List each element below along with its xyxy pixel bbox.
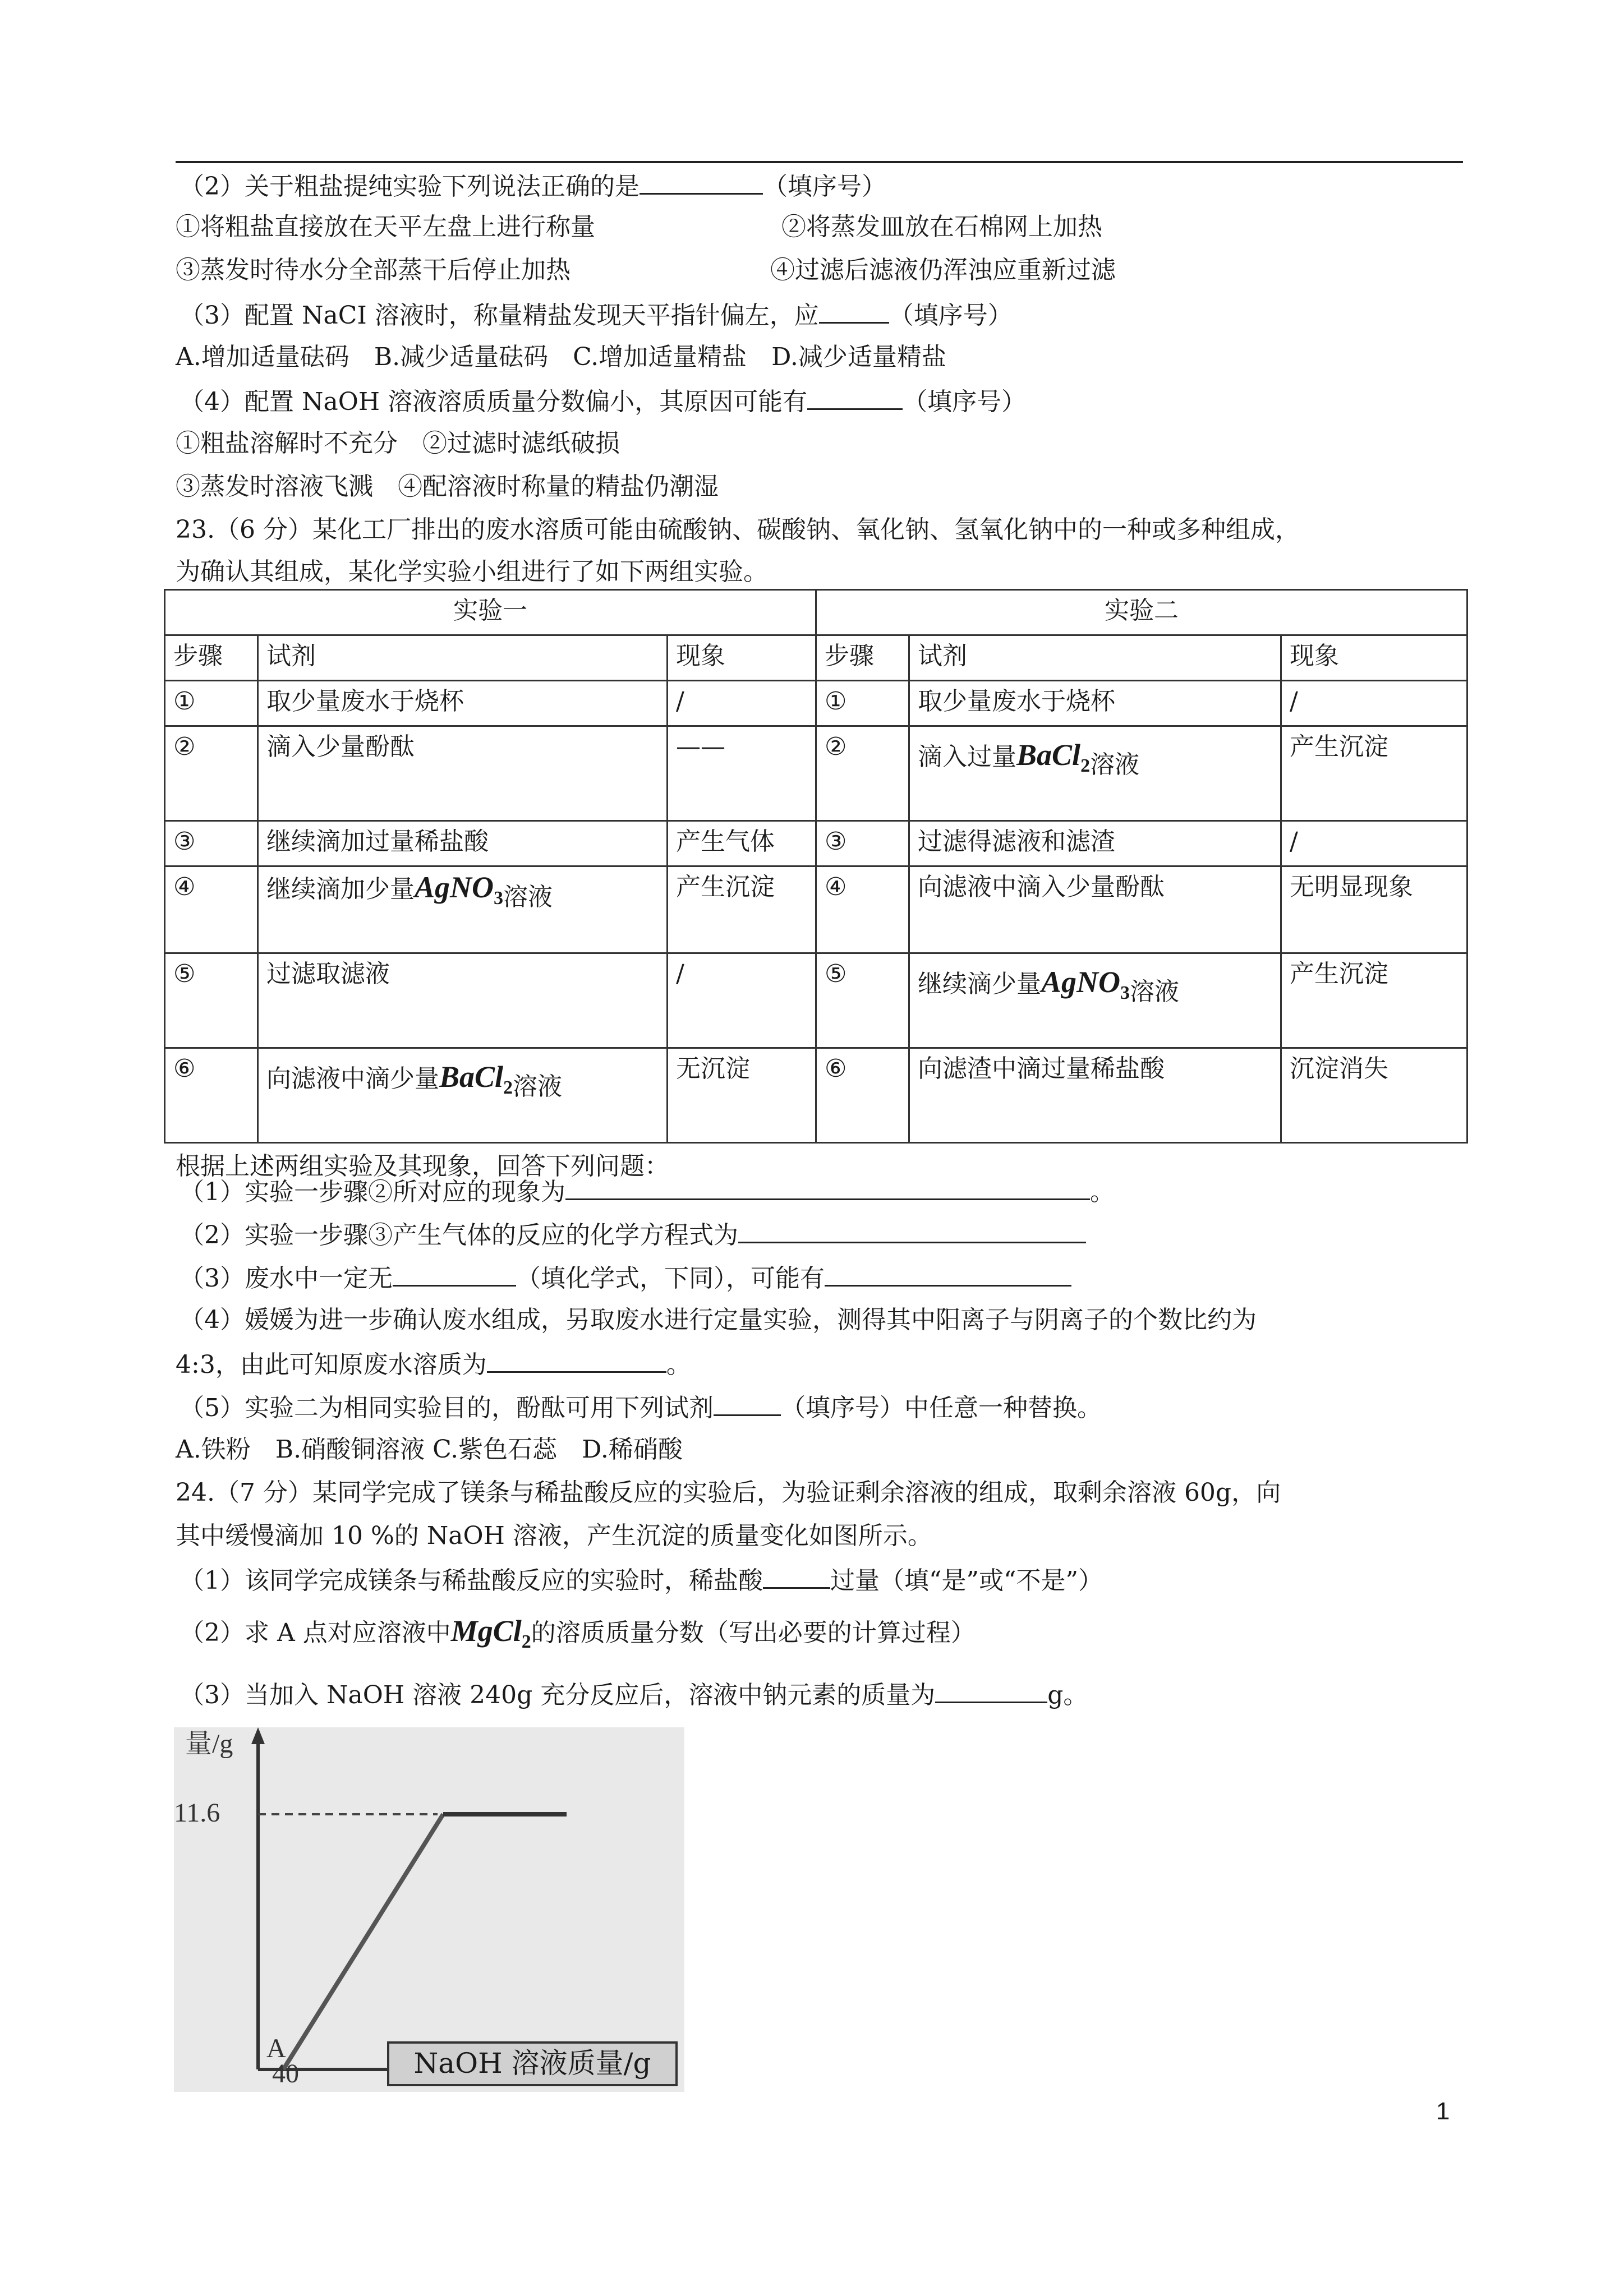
q2-tail: （填序号）: [763, 172, 886, 201]
t3-tail: g。: [1047, 1681, 1088, 1709]
table-row: [165, 635, 1467, 681]
table-cell: 无明显现象: [1281, 866, 1467, 953]
table-cell: ④: [165, 866, 258, 953]
table-cell: ⑤: [165, 953, 258, 1048]
t1-line: [180, 1562, 1103, 1598]
table-cell: 继续滴加过量稀盐酸: [258, 821, 668, 866]
page-number: 1: [1436, 2097, 1450, 2125]
q4-tail: （填序号）: [903, 388, 1027, 416]
exp1-header: 实验一: [165, 590, 816, 635]
s3-text-b: （填化学式，下同），可能有: [516, 1264, 825, 1293]
solution-label: 溶液: [1130, 978, 1180, 1006]
table-row: [165, 866, 1467, 953]
q3-text: （3）配置 NaCI 溶液时，称量精盐发现天平指针偏左，应: [180, 301, 819, 330]
q4-options-a: ①粗盐溶解时不充分 ②过滤时滤纸破损: [176, 429, 620, 458]
s1-text: （1）实验一步骤②所对应的现象为: [180, 1178, 565, 1206]
table-cell: ③: [165, 821, 258, 866]
reagent-text: 继续滴加少量: [266, 875, 415, 903]
x-value-label: 40: [272, 2059, 299, 2088]
s5-line: [180, 1390, 1102, 1425]
table-cell: ④: [816, 866, 909, 953]
col-phenomenon: 现象: [668, 635, 816, 681]
q3-line: [180, 297, 1013, 333]
s3-line: [180, 1260, 1071, 1295]
t3-text: （3）当加入 NaOH 溶液 240g 充分反应后，溶液中钠元素的质量为: [180, 1681, 936, 1709]
s2-answer-blank[interactable]: [738, 1217, 1086, 1243]
precipitate-graph: [174, 1727, 684, 2092]
table-cell: [909, 726, 1281, 821]
t3-line: [180, 1677, 1088, 1712]
agno3-formula: AgNO$_3$: [415, 870, 504, 909]
s5-answer-blank[interactable]: [714, 1390, 781, 1416]
table-cell: 过滤取滤液: [258, 953, 668, 1048]
s3-text-a: （3）废水中一定无: [180, 1264, 393, 1293]
table-cell: 向滤液中滴入少量酚酞: [909, 866, 1281, 953]
table-cell: ⑥: [165, 1048, 258, 1143]
table-cell: /: [668, 953, 816, 1048]
table-cell: 向滤渣中滴过量稀盐酸: [909, 1048, 1281, 1143]
table-cell: 无沉淀: [668, 1048, 816, 1143]
table-cell: ①: [165, 681, 258, 726]
table-row: [165, 953, 1467, 1048]
table-cell: 过滤得滤液和滤渣: [909, 821, 1281, 866]
graph-svg: [174, 1727, 684, 2092]
t2-text-a: （2）求 A 点对应溶液中: [180, 1619, 451, 1647]
t1-answer-blank[interactable]: [763, 1562, 830, 1589]
reagent-text: 向滤液中滴少量: [266, 1064, 439, 1093]
table-cell: 产生沉淀: [1281, 726, 1467, 821]
q2-option-3: ③蒸发时待水分全部蒸干后停止加热: [176, 256, 571, 284]
s3-answer-blank-1[interactable]: [393, 1260, 516, 1287]
q23-text-b: 为确认其组成，某化学实验小组进行了如下两组实验。: [176, 557, 768, 586]
s5-options: A.铁粉 B.硝酸铜溶液 C.紫色石蕊 D.稀硝酸: [176, 1435, 683, 1464]
table-cell: 沉淀消失: [1281, 1048, 1467, 1143]
table-cell: [258, 1048, 668, 1143]
col-step: 步骤: [165, 635, 258, 681]
table-cell: [258, 866, 668, 953]
t2-line: [180, 1614, 976, 1659]
q4-text: （4）配置 NaOH 溶液溶质质量分数偏小，其原因可能有: [180, 388, 808, 416]
s2-text: （2）实验一步骤③产生气体的反应的化学方程式为: [180, 1221, 738, 1250]
s4-text-b: 4:3，由此可知原废水溶质为: [176, 1350, 487, 1379]
solution-label: 溶液: [513, 1072, 563, 1101]
table-cell: /: [668, 681, 816, 726]
table-cell: ②: [165, 726, 258, 821]
col-reagent: 试剂: [909, 635, 1281, 681]
t1-text: （1）该同学完成镁条与稀盐酸反应的实验时，稀盐酸: [180, 1566, 763, 1595]
table-cell: 产生沉淀: [668, 866, 816, 953]
table-row: [165, 1048, 1467, 1143]
bacl2-formula: BaCl$_2$: [1016, 738, 1091, 776]
s1-line: [180, 1174, 1115, 1209]
s4-text-a: （4）媛媛为进一步确认废水组成，另取废水进行定量实验，测得其中阳离子与阴离子的个数比约为: [180, 1306, 1257, 1334]
q24-text-b: 其中缓慢滴加 10 %的 NaOH 溶液，产生沉淀的质量变化如图所示。: [176, 1522, 932, 1550]
s4-line-b: [176, 1347, 691, 1382]
table-cell: ③: [816, 821, 909, 866]
s3-answer-blank-2[interactable]: [825, 1260, 1071, 1287]
reagent-text: 继续滴少量: [918, 970, 1042, 998]
q2-text: （2）关于粗盐提纯实验下列说法正确的是: [180, 172, 640, 201]
mgcl2-formula: MgCl$_2$: [450, 1614, 531, 1652]
table-row: [165, 726, 1467, 821]
y-axis-arrow: [251, 1727, 265, 1744]
q3-answer-blank[interactable]: [819, 297, 889, 324]
t3-answer-blank[interactable]: [935, 1677, 1047, 1703]
q2-line: [180, 168, 886, 204]
reagent-text: 滴入过量: [918, 743, 1017, 771]
table-cell: /: [1281, 681, 1467, 726]
q3-options: A.增加适量砝码 B.减少适量砝码 C.增加适量精盐 D.减少适量精盐: [176, 343, 946, 371]
q4-options-b: ③蒸发时溶液飞溅 ④配溶液时称量的精盐仍潮湿: [176, 472, 719, 501]
table-row: [165, 821, 1467, 866]
s1-answer-blank[interactable]: [565, 1174, 1090, 1200]
s2-line: [180, 1217, 1086, 1252]
col-phenomenon: 现象: [1281, 635, 1467, 681]
point-a-label: A: [266, 2034, 286, 2063]
col-reagent: 试剂: [258, 635, 668, 681]
col-step: 步骤: [816, 635, 909, 681]
q23-text-a: 23.（6 分）某化工厂排出的废水溶质可能由硫酸钠、碳酸钠、氧化钠、氢氧化钠中的一种或多种组成，: [176, 515, 1300, 544]
rising-line: [283, 1814, 443, 2069]
solution-label: 溶液: [503, 883, 553, 911]
s5-tail: （填序号）中任意一种替换。: [781, 1394, 1102, 1422]
table-cell: 产生气体: [668, 821, 816, 866]
header-rule: [176, 161, 1463, 163]
q4-line: [180, 384, 1026, 419]
x-axis-label: NaOH 溶液质量/g: [387, 2041, 678, 2086]
y-value-label: 11.6: [174, 1798, 220, 1828]
solution-label: 溶液: [1090, 750, 1140, 779]
after-table-text: 根据上述两组实验及其现象，回答下列问题：: [176, 1152, 669, 1181]
s4-answer-blank[interactable]: [487, 1347, 666, 1373]
q2-option-2: ②将蒸发皿放在石棉网上加热: [781, 213, 1102, 241]
table-cell: 产生沉淀: [1281, 953, 1467, 1048]
experiment-table: [164, 589, 1468, 1144]
y-axis-label: 量/g: [185, 1729, 233, 1759]
exp2-header: 实验二: [816, 590, 1467, 635]
table-cell: [909, 953, 1281, 1048]
t1-tail: 过量（填“是”或“不是”）: [830, 1566, 1103, 1595]
q2-answer-blank[interactable]: [640, 168, 763, 195]
s5-text: （5）实验二为相同实验目的，酚酞可用下列试剂: [180, 1394, 714, 1422]
bacl2-formula: BaCl$_2$: [439, 1060, 513, 1098]
t2-text-b: 的溶质质量分数（写出必要的计算过程）: [531, 1619, 976, 1647]
q3-tail: （填序号）: [889, 301, 1013, 330]
table-cell: ——: [668, 726, 816, 821]
table-row: [165, 681, 1467, 726]
table-cell: ②: [816, 726, 909, 821]
q4-answer-blank[interactable]: [807, 384, 903, 410]
table-cell: ⑥: [816, 1048, 909, 1143]
table-cell: 取少量废水于烧杯: [909, 681, 1281, 726]
q2-option-1: ①将粗盐直接放在天平左盘上进行称量: [176, 213, 595, 241]
s1-tail: 。: [1090, 1178, 1115, 1206]
table-cell: ①: [816, 681, 909, 726]
table-cell: 滴入少量酚酞: [258, 726, 668, 821]
q24-text-a: 24.（7 分）某同学完成了镁条与稀盐酸反应的实验后，为验证剩余溶液的组成，取剩余溶液 60g，向: [176, 1478, 1281, 1507]
q2-options-b: [176, 253, 1116, 287]
table-cell: ⑤: [816, 953, 909, 1048]
q2-options-a: [176, 210, 1102, 244]
s4-tail: 。: [666, 1350, 691, 1379]
table-cell: /: [1281, 821, 1467, 866]
agno3-formula: AgNO$_3$: [1041, 965, 1130, 1003]
table-cell: 取少量废水于烧杯: [258, 681, 668, 726]
q2-option-4: ④过滤后滤液仍浑浊应重新过滤: [770, 256, 1116, 284]
